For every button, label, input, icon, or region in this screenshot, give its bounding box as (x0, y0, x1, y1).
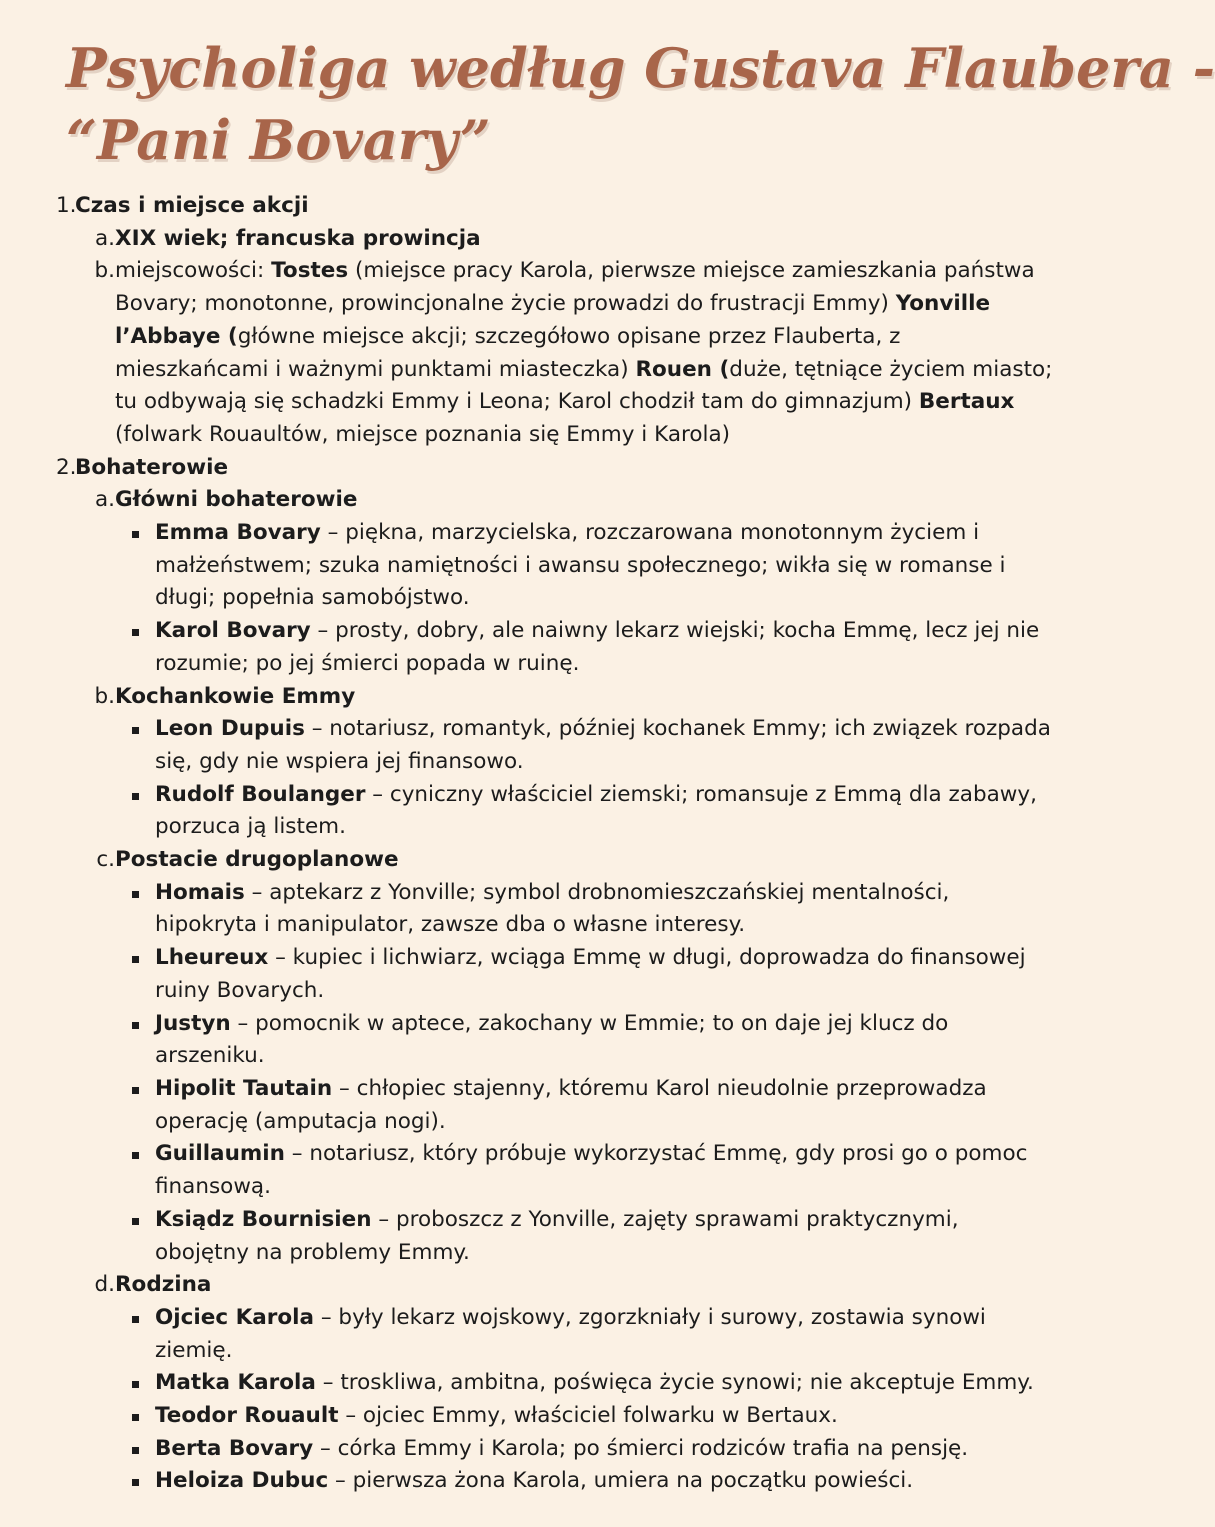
character-name: Karol Bovary (155, 618, 311, 644)
group-heading-lovers (56, 681, 1056, 714)
character-description: – córka Emmy i Karola; po śmierci rodziców trafia na pensję. (313, 1435, 969, 1461)
place-name-tostes: Tostes (271, 258, 349, 284)
group-heading-text: Kochankowie Emmy (115, 683, 356, 709)
section-2-heading (56, 452, 1056, 485)
group-heading-main-characters (56, 484, 1056, 517)
section-heading-text: Czas i miejsce akcji (75, 193, 309, 218)
character-name: Berta Bovary (155, 1435, 314, 1461)
title-line-2: “Pani Bovary” (66, 108, 491, 172)
character-item (56, 1302, 1056, 1367)
character-item (56, 1204, 1056, 1269)
character-description: – cyniczny właściciel ziemski; romansuje z Emmą dla zabawy, porzuca ją listem. (155, 781, 1037, 840)
square-bullet-icon (132, 1316, 139, 1323)
character-name: Heloiza Dubuc (155, 1468, 329, 1494)
character-description: – prosty, dobry, ale naiwny lekarz wiejski; kocha Emmę, lecz jej nie rozumie; po jej śmierci popada w ruinę. (155, 618, 1040, 676)
character-name: Matka Karola (155, 1370, 316, 1396)
item-text: XIX wiek; francuska prowincja (115, 225, 481, 251)
character-item (56, 877, 1056, 942)
character-item (56, 779, 1056, 844)
section-1-item-b (56, 255, 1056, 451)
group-heading-text: Rodzina (115, 1272, 212, 1298)
group-marker: c. (96, 847, 115, 873)
character-item (56, 517, 1056, 615)
character-name: Lheureux (155, 945, 269, 971)
character-name: Guillaumin (155, 1141, 285, 1167)
character-description: – notariusz, który próbuje wykorzystać Emmę, gdy prosi go o pomoc finansową. (155, 1141, 1028, 1200)
square-bullet-icon (132, 1087, 139, 1094)
character-description: – pomocnik w aptece, zakochany w Emmie; to on daje jej klucz do arszeniku. (155, 1010, 949, 1069)
character-description: – troskliwa, ambitna, poświęca życie synowi; nie akceptuje Emmy. (315, 1370, 1034, 1396)
page-title (66, 32, 1215, 176)
character-name: Rudolf Boulanger (155, 781, 366, 807)
place-desc-tostes: (miejsce pracy Karola, pierwsze miejsce zamieszkania państwa Bovary; monotonne, prowincjonalne życie prowadzi do frustracji Emmy) (115, 258, 1035, 317)
notes-content (56, 190, 1056, 1498)
section-number: 1. (56, 193, 77, 218)
character-item (56, 942, 1056, 1007)
place-name-rouen: Rouen ( (635, 356, 730, 382)
group-marker: b. (94, 683, 115, 709)
character-item (56, 1400, 1056, 1433)
character-description: – proboszcz z Yonville, zajęty sprawami praktycznymi, obojętny na problemy Emmy. (155, 1206, 959, 1265)
character-name: Leon Dupuis (155, 716, 305, 742)
square-bullet-icon (132, 1152, 139, 1159)
group-marker: d. (94, 1272, 115, 1298)
square-bullet-icon (132, 727, 139, 734)
square-bullet-icon (132, 1381, 139, 1388)
character-description: – były lekarz wojskowy, zgorzkniały i surowy, zostawia synowi ziemię. (155, 1304, 986, 1363)
character-name: Ojciec Karola (155, 1304, 314, 1330)
character-description: – piękna, marzycielska, rozczarowana monotonnym życiem i małżeństwem; szuka namiętności i awansu społecznego; wikła się w romanse i długi; popełnia samobójstwo. (155, 520, 1006, 611)
character-name: Justyn (155, 1010, 231, 1036)
group-heading-text: Główni bohaterowie (115, 487, 358, 513)
section-1-heading (56, 190, 1056, 223)
place-desc-yonville: główne miejsce akcji; szczegółowo opisane przez Flauberta, z mieszkańcami i ważnymi punktami miasteczka) (115, 323, 901, 382)
square-bullet-icon (132, 956, 139, 963)
character-item (56, 713, 1056, 778)
place-desc-rouen: duże, tętniące życiem miasto; tu odbywają się schadzki Emmy i Leona; Karol chodził tam do gimnazjum) (115, 356, 1053, 415)
square-bullet-icon (132, 1414, 139, 1421)
square-bullet-icon (132, 1479, 139, 1486)
character-item (56, 1073, 1056, 1138)
places-intro: miejscowości: (115, 258, 272, 284)
square-bullet-icon (132, 1022, 139, 1029)
group-heading-family (56, 1269, 1056, 1302)
character-name: Homais (155, 879, 245, 905)
character-item (56, 1138, 1056, 1203)
section-1-item-a (56, 223, 1056, 256)
square-bullet-icon (132, 531, 139, 538)
section-heading-text: Bohaterowie (75, 454, 229, 480)
character-description: – aptekarz z Yonville; symbol drobnomieszczańskiej mentalności, hipokryta i manipulator, zawsze dba o własne interesy. (155, 879, 950, 938)
character-description: – chłopiec stajenny, któremu Karol nieudolnie przeprowadza operację (amputacja nogi). (155, 1075, 987, 1134)
character-item (56, 615, 1056, 680)
square-bullet-icon (132, 891, 139, 898)
character-name: Teodor Rouault (155, 1403, 339, 1429)
square-bullet-icon (132, 1218, 139, 1225)
group-marker: a. (94, 487, 115, 513)
square-bullet-icon (132, 1447, 139, 1454)
character-item (56, 1465, 1056, 1498)
group-heading-text: Postacie drugoplanowe (115, 847, 399, 873)
character-description: – kupiec i lichwiarz, wciąga Emmę w długi, doprowadza do finansowej ruiny Bovarych. (155, 945, 1026, 1003)
character-item (56, 1433, 1056, 1466)
character-name: Hipolit Tautain (155, 1075, 333, 1101)
square-bullet-icon (132, 629, 139, 636)
character-description: – ojciec Emmy, właściciel folwarku w Bertaux. (338, 1403, 838, 1429)
item-marker: a. (94, 225, 115, 251)
character-name: Ksiądz Bournisien (155, 1206, 372, 1232)
square-bullet-icon (132, 793, 139, 800)
place-name-bertaux: Bertaux (918, 389, 1015, 415)
place-desc-bertaux: (folwark Rouaultów, miejsce poznania się Emmy i Karola) (115, 421, 731, 447)
character-description: – notariusz, romantyk, później kochanek Emmy; ich związek rozpada się, gdy nie wspiera jej finansowo. (155, 716, 1051, 774)
section-number: 2. (56, 454, 77, 480)
item-marker: b. (94, 258, 115, 284)
group-heading-secondary-characters (56, 844, 1056, 877)
character-item (56, 1367, 1056, 1400)
title-line-1: Psycholiga według Gustava Flaubera - (66, 36, 1215, 100)
place-name-yonville: Yonville l’Abbaye ( (115, 291, 991, 349)
character-description: – pierwsza żona Karola, umiera na początku powieści. (328, 1468, 914, 1494)
character-name: Emma Bovary (155, 520, 321, 546)
character-item (56, 1008, 1056, 1073)
